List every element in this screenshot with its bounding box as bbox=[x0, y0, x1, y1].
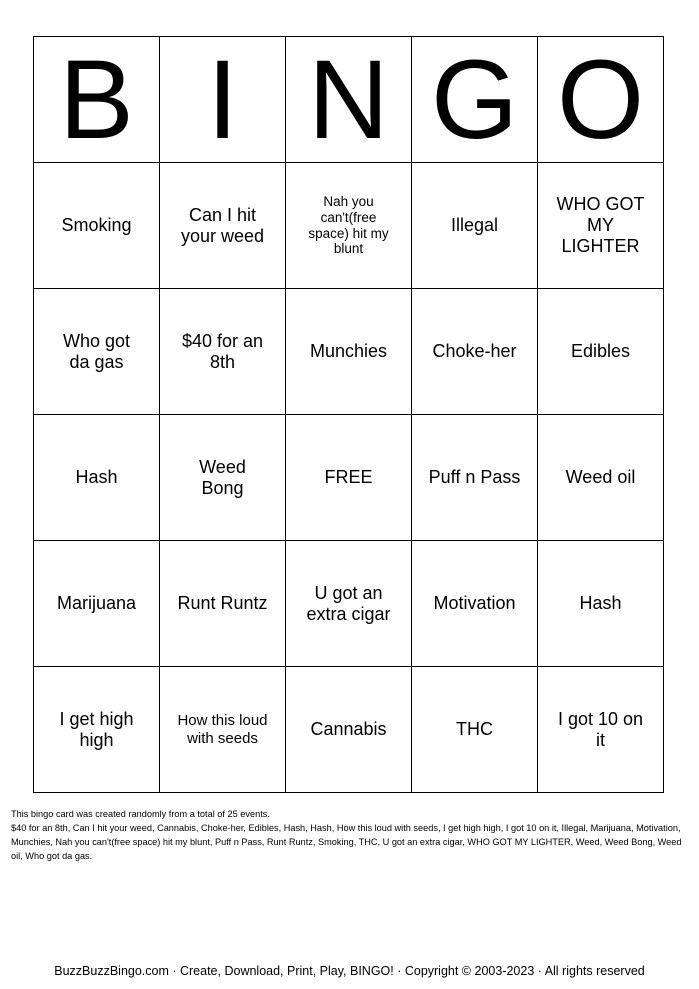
note-event-list: $40 for an 8th, Can I hit your weed, Cannabis, Choke-her, Edibles, Hash, Hash, How this loud with seeds, I get high high, I got 10 on it, Illegal, Marijuana, Motivation, Munchies, Nah you can't(free space) hit my blunt, Puff n Pass, Runt Runtz, Smoking, THC, U got an extra cigar, WHO GOT MY LIGHTER, Weed, Weed Bong, Weed oil, Who got da gas. bbox=[11, 823, 682, 861]
cell-text: THC bbox=[456, 719, 493, 740]
note-summary: This bingo card was created randomly from a total of 25 events. bbox=[11, 809, 270, 819]
cell-text: How this loud with seeds bbox=[177, 712, 268, 747]
header-letter-n: N bbox=[286, 37, 412, 163]
bingo-row-2 bbox=[34, 289, 664, 415]
cell-text: Weed oil bbox=[565, 467, 636, 488]
cell-text: Hash bbox=[579, 593, 622, 614]
header-letter-o: O bbox=[538, 37, 664, 163]
cell-text: WHO GOT MY LIGHTER bbox=[556, 194, 645, 256]
cell-text: I got 10 on it bbox=[557, 708, 644, 750]
bingo-cell bbox=[286, 289, 412, 415]
cell-text: Motivation bbox=[433, 593, 516, 614]
bingo-cell bbox=[538, 667, 664, 793]
bingo-cell bbox=[286, 163, 412, 289]
bingo-cell bbox=[412, 667, 538, 793]
bingo-cell bbox=[34, 163, 160, 289]
bingo-cell bbox=[160, 289, 286, 415]
bingo-card bbox=[33, 36, 664, 793]
header-letter-b: B bbox=[34, 37, 160, 163]
bingo-cell bbox=[34, 541, 160, 667]
bingo-cell bbox=[160, 667, 286, 793]
cell-text: Munchies bbox=[309, 341, 388, 362]
bingo-cell bbox=[538, 415, 664, 541]
cell-text: Nah you can't(free space) hit my blunt bbox=[308, 194, 389, 257]
cell-text: $40 for an 8th bbox=[181, 330, 264, 372]
bingo-cell bbox=[160, 541, 286, 667]
header-row bbox=[34, 37, 664, 163]
bingo-cell bbox=[412, 541, 538, 667]
cell-text: Runt Runtz bbox=[177, 593, 268, 614]
bingo-cell bbox=[34, 667, 160, 793]
cell-text: I get high high bbox=[59, 708, 134, 750]
bingo-cell bbox=[412, 289, 538, 415]
free-space-cell bbox=[286, 415, 412, 541]
bingo-cell bbox=[538, 541, 664, 667]
bingo-cell bbox=[538, 289, 664, 415]
free-space-text: FREE bbox=[324, 467, 373, 488]
bingo-row-5 bbox=[34, 667, 664, 793]
header-letter-i: I bbox=[160, 37, 286, 163]
bingo-cell bbox=[34, 289, 160, 415]
card-info-note bbox=[11, 807, 691, 863]
cell-text: Edibles bbox=[570, 341, 631, 362]
bingo-row-4 bbox=[34, 541, 664, 667]
bingo-cell bbox=[160, 163, 286, 289]
cell-text: Cannabis bbox=[310, 719, 387, 740]
cell-text: U got an extra cigar bbox=[306, 582, 391, 624]
cell-text: Can I hit your weed bbox=[180, 204, 265, 246]
cell-text: Who got da gas bbox=[62, 330, 131, 372]
bingo-cell bbox=[538, 163, 664, 289]
bingo-row-1 bbox=[34, 163, 664, 289]
bingo-row-3 bbox=[34, 415, 664, 541]
bingo-cell bbox=[286, 667, 412, 793]
cell-text: Illegal bbox=[450, 215, 499, 236]
header-letter-g: G bbox=[412, 37, 538, 163]
bingo-cell bbox=[412, 163, 538, 289]
cell-text: Smoking bbox=[61, 215, 132, 236]
bingo-cell bbox=[160, 415, 286, 541]
bingo-cell bbox=[286, 541, 412, 667]
cell-text: Choke-her bbox=[432, 341, 517, 362]
site-footer: BuzzBuzzBingo.com · Create, Download, Print, Play, BINGO! · Copyright © 2003-2023 · All rights reserved bbox=[54, 964, 645, 978]
bingo-cell bbox=[34, 415, 160, 541]
cell-text: Hash bbox=[75, 467, 118, 488]
bingo-cell bbox=[412, 415, 538, 541]
cell-text: Weed Bong bbox=[199, 456, 246, 498]
cell-text: Puff n Pass bbox=[428, 467, 521, 488]
cell-text: Marijuana bbox=[56, 593, 137, 614]
